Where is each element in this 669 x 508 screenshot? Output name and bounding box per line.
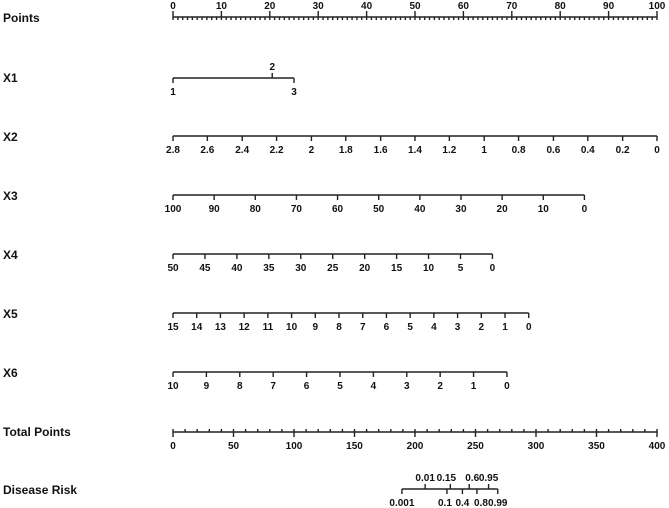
x5-tick-label: 4 [431,322,437,333]
x2-tick-label: 0.4 [580,145,595,156]
total-tick-label: 200 [406,441,424,452]
x4-tick-label: 0 [489,263,496,274]
points-tick-label: 10 [215,1,227,12]
points-tick-label: 60 [457,1,469,12]
x3-tick-label: 40 [414,204,426,215]
x3-tick-label: 70 [290,204,302,215]
x2-tick-label: 1 [481,145,487,156]
x2-tick-label: 1.4 [408,145,422,156]
x6-tick-label: 7 [270,381,276,392]
x6-tick-label: 8 [237,381,243,392]
points-tick-label: 90 [603,1,615,12]
x4-tick-label: 10 [422,263,435,274]
x6-tick-label: 2 [437,381,443,392]
x4-tick-label: 20 [359,263,371,274]
x3-row-label: X3 [3,189,18,203]
risk-tick-label: 0.8 [473,498,488,508]
x5-tick-label: 5 [407,322,413,333]
x2-tick-label: 2.6 [200,145,215,156]
x5-tick-label: 2 [478,322,485,333]
x3-tick-label: 90 [208,204,220,215]
points-tick-label: 40 [361,1,373,12]
points-tick-label: 70 [506,1,518,12]
x6-tick-label: 9 [203,381,210,392]
x2-tick-label: 1.6 [373,145,388,156]
x4-tick-label: 30 [295,263,307,274]
x3-tick-label: 100 [164,204,182,215]
points-tick-label: 20 [264,1,276,12]
points-tick-label: 30 [312,1,324,12]
x2-tick-label: 2.2 [269,145,284,156]
risk-tick-label: 0.01 [415,473,435,484]
x5-tick-label: 10 [286,322,298,333]
x4-tick-label: 40 [231,263,243,274]
risk-tick-label: 0.001 [389,498,415,508]
total-tick-label: 300 [527,441,545,452]
points-tick-label: 0 [170,1,176,12]
x5-tick-label: 12 [238,322,250,333]
x2-tick-label: 0.2 [615,145,630,156]
total-tick-label: 250 [467,441,484,452]
x2-tick-label: 0.8 [511,145,526,156]
risk-tick-label: 0.1 [437,498,452,508]
x2-tick-label: 0.6 [546,145,561,156]
x4-tick-label: 5 [457,263,464,274]
x5-tick-label: 13 [214,322,226,333]
total-tick-label: 400 [648,441,666,452]
total-tick-label: 350 [588,441,605,452]
x3-tick-label: 50 [373,204,385,215]
x5-tick-label: 15 [167,322,179,333]
x5-tick-label: 1 [502,322,508,333]
x6-row-label: X6 [3,366,18,380]
x4-tick-label: 50 [167,263,179,274]
x1-tick-label: 3 [291,87,297,98]
total-tick-label: 100 [285,441,303,452]
total-tick-label: 150 [346,441,363,452]
x3-tick-label: 80 [249,204,261,215]
x5-tick-label: 11 [262,322,274,333]
x2-tick-label: 2.8 [166,145,180,156]
x4-tick-label: 15 [391,263,403,274]
x3-tick-label: 0 [581,204,588,215]
x6-tick-label: 1 [470,381,477,392]
risk-tick-label: 0.15 [436,473,457,484]
x5-tick-label: 9 [312,322,319,333]
x5-tick-label: 14 [191,322,203,333]
total-row-label: Total Points [3,425,71,439]
total-tick-label: 50 [227,441,240,452]
risk-tick-label: 0.4 [455,498,470,508]
x3-tick-label: 30 [455,204,467,215]
x1-tick-label: 2 [269,62,276,73]
total-tick-label: 0 [170,441,176,452]
x2-tick-label: 1.8 [338,145,353,156]
x4-row-label: X4 [3,248,18,262]
x2-tick-label: 2.4 [235,145,250,156]
x6-tick-label: 6 [303,381,310,392]
x4-tick-label: 35 [263,263,275,274]
x3-tick-label: 60 [331,204,344,215]
x6-tick-label: 10 [167,381,179,392]
risk-tick-label: 0.99 [488,498,508,508]
x6-tick-label: 0 [504,381,510,392]
x3-tick-label: 20 [496,204,508,215]
x5-tick-label: 0 [525,322,532,333]
x5-tick-label: 8 [336,322,342,333]
points-row-label: Points [3,11,40,25]
x1-row-label: X1 [3,71,18,85]
x6-tick-label: 3 [403,381,410,392]
risk-tick-label: 0.6 [465,473,480,484]
x4-tick-label: 25 [327,263,339,274]
risk-row-label: Disease Risk [3,483,78,497]
x2-tick-label: 2 [308,145,315,156]
x5-row-label: X5 [3,307,18,321]
x5-tick-label: 7 [359,322,366,333]
x1-tick-label: 1 [170,87,176,98]
risk-tick-label: 0.95 [478,473,499,484]
x2-row-label: X2 [3,130,18,144]
x2-tick-label: 1.2 [442,145,457,156]
x3-tick-label: 10 [537,204,549,215]
x4-tick-label: 45 [199,263,211,274]
points-tick-label: 100 [648,1,666,12]
points-tick-label: 80 [554,1,566,12]
x6-tick-label: 5 [337,381,343,392]
x5-tick-label: 6 [383,322,390,333]
x5-tick-label: 3 [454,322,461,333]
points-tick-label: 50 [409,1,421,12]
x2-tick-label: 0 [654,145,660,156]
x6-tick-label: 4 [370,381,377,392]
